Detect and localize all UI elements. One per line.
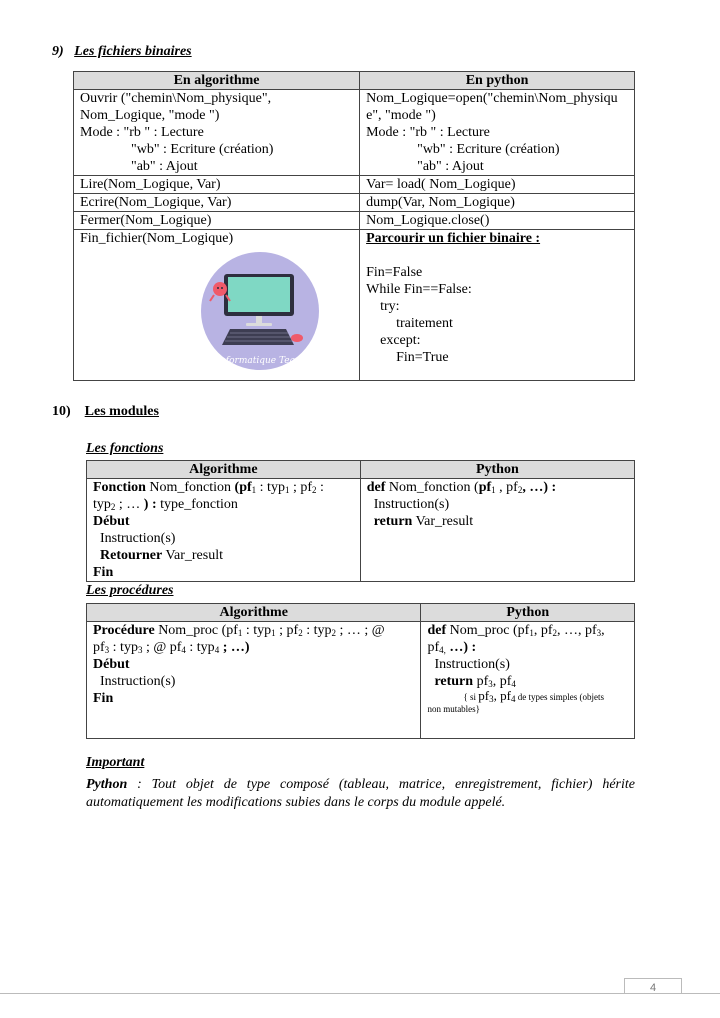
logo-text: Informatique Team xyxy=(216,356,304,366)
cell-line: Fermer(Nom_Logique) xyxy=(80,213,212,228)
cell-line: Fin_fichier(Nom_Logique) xyxy=(80,231,234,246)
retourner-line: Retourner Var_result xyxy=(100,548,223,563)
header-algorithme: Algorithme xyxy=(87,604,421,622)
binary-files-table xyxy=(73,71,635,381)
cell-line: except: xyxy=(380,333,421,348)
cell-line: Fin=True xyxy=(396,350,449,365)
cell-line: Nom_Logique=open("chemin\Nom_physiqu xyxy=(366,91,618,106)
spacer xyxy=(366,247,628,264)
footer-rule xyxy=(0,993,720,994)
fonctions-table xyxy=(86,460,635,582)
table-row xyxy=(74,212,635,230)
instructions: Instruction(s) xyxy=(100,531,176,546)
browse-binary-file-title: Parcourir un fichier binaire : xyxy=(366,231,541,246)
header-algorithme: En algorithme xyxy=(74,72,360,90)
important-title: Important xyxy=(86,755,145,770)
cell-line: "wb" : Ecriture (création) xyxy=(131,142,274,157)
table-row xyxy=(87,479,635,582)
fonction-signature-line2: typ$_2$ ; … ) : type_fonction xyxy=(93,497,238,512)
cell-line: Ouvrir ("chemin\Nom_physique", xyxy=(80,91,272,106)
table-row xyxy=(74,176,635,194)
section-10-title: Les modules xyxy=(84,404,159,419)
important-note xyxy=(86,776,635,812)
cell-line: traitement xyxy=(396,316,453,331)
cell-line: Mode : "rb " : Lecture xyxy=(366,125,490,140)
important-line1: Python : Tout objet de type composé (tableau, matrice, enregistrement, fichier) hérite xyxy=(86,777,635,792)
cell-line: "wb" : Ecriture (création) xyxy=(417,142,560,157)
table-row xyxy=(74,90,635,176)
fonctions-title: Les fonctions xyxy=(86,441,164,456)
logo xyxy=(200,247,320,375)
cell-line: Nom_Logique, "mode ") xyxy=(80,108,220,123)
section-10-number: 10) xyxy=(52,404,71,419)
section-10-heading xyxy=(52,404,159,420)
def-line: def Nom_fonction ($pf_1$ , $pf_2$, …) : xyxy=(366,480,557,495)
important-lead: Python xyxy=(86,777,128,792)
table-row xyxy=(74,230,635,381)
cell-line: dump(Var, Nom_Logique) xyxy=(366,195,515,210)
cell-line: Ecrire(Nom_Logique, Var) xyxy=(80,195,232,210)
page-number: 4 xyxy=(624,978,682,993)
fonction-signature-line1: Fonction Nom_fonction ($pf_1$ : typ$_1$ ; $pf_2$ : xyxy=(93,480,324,495)
instructions: Instruction(s) xyxy=(373,497,450,512)
cell-line: Mode : "rb " : Lecture xyxy=(80,125,204,140)
section-9-number: 9) xyxy=(52,44,64,59)
procedure-signature-line1: Procédure Nom_proc ($pf_1$ : typ$_1$ ; $pf_2$ : typ$_2$ ; … ; @ xyxy=(93,623,385,638)
def-line2: $pf_{4,}$ …) : xyxy=(427,640,477,655)
debut-keyword: Début xyxy=(93,657,130,672)
table-row xyxy=(74,194,635,212)
cell-line: "ab" : Ajout xyxy=(417,159,484,174)
important-line2: automatiquement les modifications subies dans le corps du module appelé. xyxy=(86,795,506,810)
def-line1: def Nom_proc ($pf_1$, $pf_2$, …, $pf_3$, xyxy=(427,623,605,638)
cell-line: Nom_Logique.close() xyxy=(366,213,490,228)
cell-line: While Fin==False: xyxy=(366,282,472,297)
debut-keyword: Début xyxy=(93,514,130,529)
cell-line: "ab" : Ajout xyxy=(131,159,198,174)
header-python: Python xyxy=(421,604,635,622)
header-python: Python xyxy=(360,461,634,479)
cell-line: e", "mode ") xyxy=(366,108,436,123)
procedures-title: Les procédures xyxy=(86,583,174,598)
section-9-heading xyxy=(52,44,192,60)
table-row xyxy=(87,622,635,739)
cell-line: Fin=False xyxy=(366,265,423,280)
fin-keyword: Fin xyxy=(93,691,114,706)
section-9-title: Les fichiers binaires xyxy=(74,44,192,59)
header-algorithme: Algorithme xyxy=(87,461,361,479)
procedure-note-line1: { si $pf_3$, $pf_4$ de types simples (objets xyxy=(463,688,604,704)
procedure-signature-line2: $pf_3$ : typ$_3$ ; @ $pf_4$ : typ$_4$ ; …) xyxy=(93,640,250,655)
cell-line: try: xyxy=(380,299,400,314)
instructions: Instruction(s) xyxy=(100,674,176,689)
cell-line: Lire(Nom_Logique, Var) xyxy=(80,177,221,192)
procedures-table xyxy=(86,603,635,739)
procedure-note-line2: non mutables} xyxy=(427,704,481,714)
return-line: return Var_result xyxy=(373,514,474,529)
instructions: Instruction(s) xyxy=(434,657,510,672)
cell-line: Var= load( Nom_Logique) xyxy=(366,177,516,192)
fin-keyword: Fin xyxy=(93,565,114,580)
header-python: En python xyxy=(360,72,635,90)
return-line: return $pf_3$, $pf_4$ xyxy=(434,674,516,689)
